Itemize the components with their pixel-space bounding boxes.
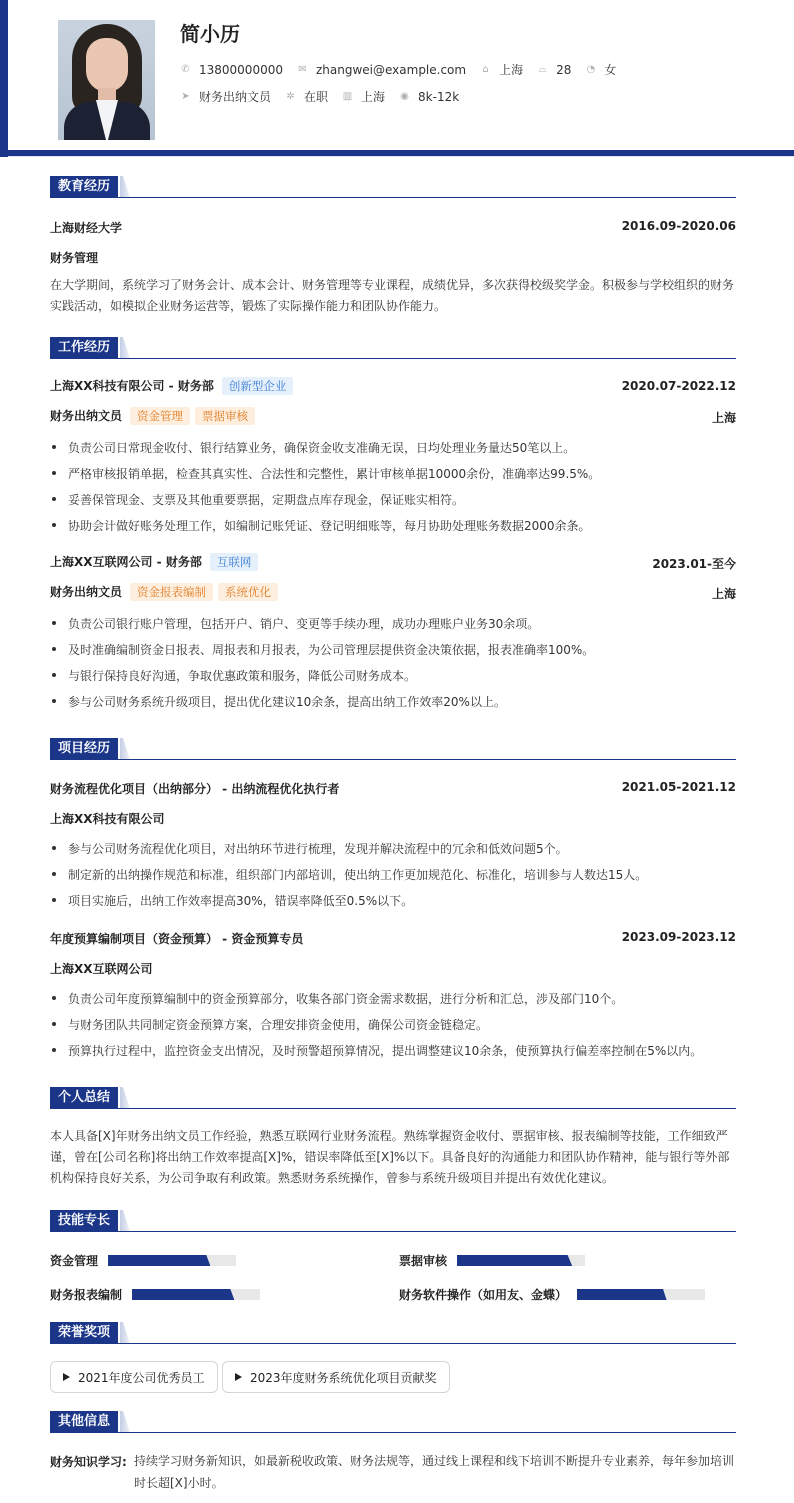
section-project-header <box>50 738 736 762</box>
phone-icon: ✆ <box>181 64 190 75</box>
award-item: 2023年度财务系统优化项目贡献奖 <box>222 1361 450 1393</box>
list-item: 参与公司财务系统升级项目，提出优化建议10余条，提高出纳工作效率20%以上。 <box>50 693 736 710</box>
skill-item <box>50 1252 236 1269</box>
status-icon: ✲ <box>286 91 295 102</box>
home-icon: ⌂ <box>482 64 489 75</box>
skill-level-bar <box>132 1289 260 1300</box>
skill-tag: 资金报表编制 <box>130 583 213 601</box>
resume-header <box>8 0 794 150</box>
list-item: 协助会计做好账务处理工作，如编制记账凭证、登记明细账等，每月协助处理账务数据2000余条。 <box>50 517 736 534</box>
mail-icon: ✉ <box>298 64 307 75</box>
skill-name: 资金管理 <box>50 1254 99 1268</box>
salary-value: 8k-12k <box>418 89 460 104</box>
list-item: 参与公司财务流程优化项目，对出纳环节进行梳理，发现并解决流程中的冗余和低效问题5个。 <box>50 840 736 857</box>
project-title-1: 财务流程优化项目（出纳部分） - 出纳流程优化执行者 <box>50 782 340 796</box>
list-item: 与财务团队共同制定资金预算方案，合理安排资金使用，确保公司资金链稳定。 <box>50 1016 736 1033</box>
section-title: 项目经历 <box>50 738 118 760</box>
other-label: 财务知识学习: <box>50 1455 127 1469</box>
project-org-2: 上海XX互联网公司 <box>50 962 153 976</box>
age-value: 28 <box>556 62 572 77</box>
project-period-2: 2023.09-2023.12 <box>621 930 736 944</box>
skill-tag: 票据审核 <box>195 407 255 425</box>
candidate-name: 简小历 <box>180 22 240 46</box>
awards-list <box>50 1361 736 1395</box>
skill-level-bar <box>577 1289 705 1300</box>
section-awards-header <box>50 1322 736 1346</box>
gender-icon: ◔ <box>586 64 596 75</box>
skill-name: 财务软件操作（如用友、金蝶） <box>399 1288 568 1302</box>
work-period-1: 2020.07-2022.12 <box>621 379 736 393</box>
section-skills-header <box>50 1210 736 1234</box>
work-role-2: 财务出纳文员 资金报表编制 系统优化 <box>50 583 278 601</box>
work-period-2: 2023.01-至今 <box>652 557 736 571</box>
target-city-value: 上海 <box>361 90 386 104</box>
list-item: 与银行保持良好沟通，争取优惠政策和服务，降低公司财务成本。 <box>50 667 736 684</box>
section-education-header <box>50 176 736 200</box>
intent-row <box>180 88 473 105</box>
skill-item <box>399 1286 705 1303</box>
section-title: 荣誉奖项 <box>50 1322 118 1344</box>
send-icon: ➤ <box>181 91 190 102</box>
triangle-icon <box>235 1373 242 1381</box>
profile-photo <box>58 20 155 140</box>
company-tag: 创新型企业 <box>222 377 294 395</box>
gender-value: 女 <box>604 63 617 77</box>
list-item: 负责公司日常现金收付、银行结算业务，确保资金收支准确无误，日均处理业务量达50笔以上。 <box>50 439 736 456</box>
work-city-1: 上海 <box>711 411 736 425</box>
skill-item <box>399 1252 585 1269</box>
work-company-2: 上海XX互联网公司 - 财务部 互联网 <box>50 553 258 571</box>
header-frame-bottom <box>0 150 794 157</box>
status-value: 在职 <box>304 90 329 104</box>
list-item: 预算执行过程中，监控资金支出情况，及时预警超预算情况，提出调整建议10余条，使预算执行偏差率控制在5%以内。 <box>50 1042 736 1059</box>
skill-name: 票据审核 <box>399 1254 448 1268</box>
section-title: 技能专长 <box>50 1210 118 1232</box>
other-text: 持续学习财务新知识，如最新税收政策、财务法规等，通过线上课程和线下培训不断提升专业素养，每年参加培训时长超[X]小时。 <box>134 1454 735 1490</box>
work-city-2: 上海 <box>711 587 736 601</box>
work-role-1: 财务出纳文员 资金管理 票据审核 <box>50 407 255 425</box>
project-period-1: 2021.05-2021.12 <box>621 780 736 794</box>
triangle-icon <box>63 1373 70 1381</box>
work-company-1: 上海XX科技有限公司 - 财务部 创新型企业 <box>50 377 293 395</box>
section-work-header <box>50 337 736 361</box>
school-name: 上海财经大学 <box>50 221 123 235</box>
section-summary-header <box>50 1087 736 1111</box>
section-title: 工作经历 <box>50 337 118 359</box>
city-value: 上海 <box>499 63 524 77</box>
contact-row <box>180 61 630 78</box>
section-title: 个人总结 <box>50 1087 118 1109</box>
list-item: 及时准确编制资金日报表、周报表和月报表，为公司管理层提供资金决策依据，报表准确率100%。 <box>50 641 736 658</box>
section-title: 教育经历 <box>50 176 118 198</box>
project-org-1: 上海XX科技有限公司 <box>50 812 165 826</box>
major: 财务管理 <box>50 251 99 265</box>
award-item: 2021年度公司优秀员工 <box>50 1361 218 1393</box>
job-target-value: 财务出纳文员 <box>199 90 272 104</box>
education-description: 在大学期间，系统学习了财务会计、成本会计、财务管理等专业课程，成绩优异，多次获得校级奖学金。积极参与学校组织的财务实践活动，如模拟企业财务运营等，锻炼了实际操作能力和团队协作能力。 <box>50 278 735 313</box>
list-item: 妥善保管现金、支票及其他重要票据，定期盘点库存现金，保证账实相符。 <box>50 491 736 508</box>
skill-level-bar <box>457 1255 585 1266</box>
skill-level-bar <box>108 1255 236 1266</box>
header-frame-left <box>0 0 8 150</box>
skill-tag: 系统优化 <box>218 583 278 601</box>
company-tag: 互联网 <box>210 553 259 571</box>
skill-tag: 资金管理 <box>130 407 190 425</box>
skill-item <box>50 1286 260 1303</box>
phone-value: 13800000000 <box>199 62 283 77</box>
age-icon: ⌓ <box>538 64 547 75</box>
email-value: zhangwei@example.com <box>315 62 467 77</box>
summary-text: 本人具备[X]年财务出纳文员工作经验，熟悉互联网行业财务流程。熟练掌握资金收付、票据审核、报表编制等技能，工作细致严谨，曾在[公司名称]将出纳工作效率提高[X]%，错误率降低至[X]%以下。具备良好的沟通能力和团队协作精神，能与银行等外部机构保持良好关系，为公司争取有利政策。熟悉财务系统操作，曾参与系统升级项目并提出有效优化建议。 <box>50 1129 730 1185</box>
education-period: 2016.09-2020.06 <box>621 219 736 233</box>
list-item: 负责公司银行账户管理，包括开户、销户、变更等手续办理，成功办理账户业务30余项。 <box>50 615 736 632</box>
project-title-2: 年度预算编制项目（资金预算） - 资金预算专员 <box>50 932 304 946</box>
list-item: 负责公司年度预算编制中的资金预算部分，收集各部门资金需求数据，进行分析和汇总，涉及部门10个。 <box>50 990 736 1007</box>
section-title: 其他信息 <box>50 1411 118 1433</box>
salary-icon: ◉ <box>400 91 409 102</box>
list-item: 制定新的出纳操作规范和标准，组织部门内部培训，使出纳工作更加规范化、标准化，培训参与人数达15人。 <box>50 866 736 883</box>
skill-name: 财务报表编制 <box>50 1288 123 1302</box>
section-other-header <box>50 1411 736 1435</box>
list-item: 严格审核报销单据，检查其真实性、合法性和完整性，累计审核单据10000余份，准确率达99.5%。 <box>50 465 736 482</box>
building-icon: ▥ <box>342 91 353 102</box>
list-item: 项目实施后，出纳工作效率提高30%，错误率降低至0.5%以下。 <box>50 892 736 909</box>
